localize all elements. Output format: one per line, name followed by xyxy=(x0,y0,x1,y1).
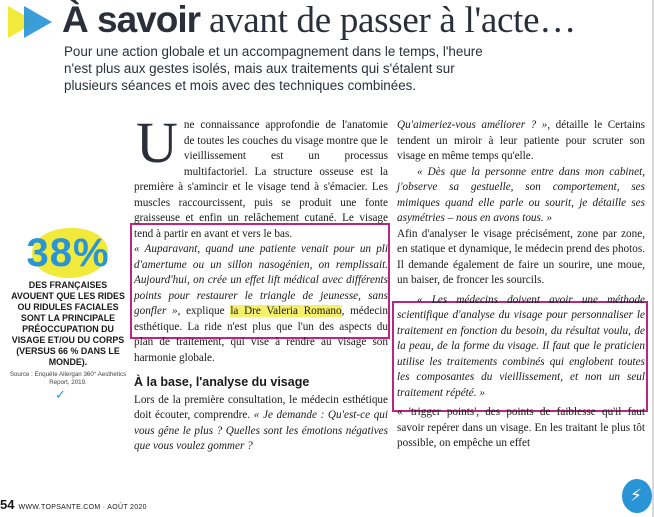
quote-methode: « Les médecins doivent avoir une méthode scientifique d'analyse du visage pour personnaliser le traitement en fonction du besoin, du résultat voulu, de la peau, de la forme du visage. Il faut que le praticien utilise les traitements combinés qui englobent toutes les composantes du vieillissement, et non un seul traitement répété. » xyxy=(397,293,645,399)
page-title: À savoir avant de passer à l'acte… xyxy=(62,0,576,41)
stat-source: Source : Enquête Allergan 360° Aesthetics Report, 2019. xyxy=(9,371,127,386)
highlight-doctor-name: la Dre Valeria Romano xyxy=(230,305,342,317)
paragraph-intro: Une connaissance approfondie de l'anatomie de toutes les couches du visage montre que le vieillissement est un processus multifactoriel. La structure osseuse est la première à s'amincir et le visage tend à s'émacier. Les muscles raccourcissent, puis se produit une fonte graisseuse et enfin un relâchement cutané. Le visage tend à partir en avant et vers le bas. xyxy=(134,110,388,240)
play-triangle-logo-icon xyxy=(6,2,62,42)
paragraph-quote-romano: « Auparavant, quand une patiente venait pour un pli d'amertume ou un sillon nasogénien, on remplissait. Aujourd'hui, on crée un effet lift médical avec différents points pour restaurer le triangle de jeunesse, sans gonfler », explique la Dre Valeria Romano, médecin esthétique. La ride n'est plus que l'un des aspects du plan de traitement, qui vise à rendre au visage son harmonie globale. xyxy=(134,243,388,364)
lightning-bolt-icon: ⚡ xyxy=(622,479,652,513)
site-url: WWW.TOPSANTE.COM · AOÛT 2020 xyxy=(18,504,147,511)
section-subhead: À la base, l'analyse du visage xyxy=(134,375,310,389)
paragraph-col2-1: Qu'aimeriez-vous améliorer ? », détaille le Certains tendent un miroir à leur patiente pour scruter son visage en même temps qu'elle. xyxy=(397,119,645,162)
column-1 xyxy=(134,110,388,455)
checkmark-icon: ✓ xyxy=(55,388,66,403)
stat-callout xyxy=(8,228,128,387)
chapo: Pour une action globale et un accompagnement dans le temps, l'heure n'est plus aux gestes isolés, mais aux traitements qui s'étalent sur plusieurs séances et mois avec des techniques combinées. xyxy=(64,44,483,93)
paragraph-trigger-points: « 'trigger points', des points de faiblesse qu'il faut savoir repérer dans un visage. En les traitant le plus tôt possible, on empêche un effet xyxy=(397,406,645,449)
paragraph-photos: Afin d'analyser le visage précisément, zone par zone, en statique et dynamique, le médecin prend des photos. Il demande également de faire un sourire, une moue, un baiser, de froncer les sourcils. xyxy=(397,227,645,286)
quote-romano: « Auparavant, quand une patiente venait pour un pli d'amertume ou un sillon nasogénien, on remplissait. Aujourd'hui, on crée un effet lift médical avec différents points pour restaurer le triangle de jeunesse, sans gonfler » xyxy=(134,243,388,317)
page-number: 54 xyxy=(0,497,15,512)
column-2 xyxy=(397,118,645,452)
stat-text: DES FRANÇAISES AVOUENT QUE LES RIDES OU RIDULES FACIALES SONT LA PRINCIPALE PRÉOCCUPATION DU VISAGE ET/OU DU CORPS (VERSUS 66 % DANS LE MONDE). xyxy=(11,280,125,367)
quote-cabinet: « Dès que la personne entre dans mon cabinet, j'observe sa gestuelle, son comportement, ses mimiques quand elle parle ou sourit, je détaille ses asymétries – nous en avons tous. » xyxy=(397,165,645,224)
drop-cap: U xyxy=(136,110,178,175)
paragraph-consultation: Lors de la première consultation, le médecin esthétique doit écouter, comprendre. « Je demande : Qu'est-ce qui vous gêne le plus ? Quelles sont les émotions négatives que vous voulez gommer ? xyxy=(134,393,388,452)
stat-number: 38% xyxy=(26,231,110,275)
folio xyxy=(0,497,147,512)
